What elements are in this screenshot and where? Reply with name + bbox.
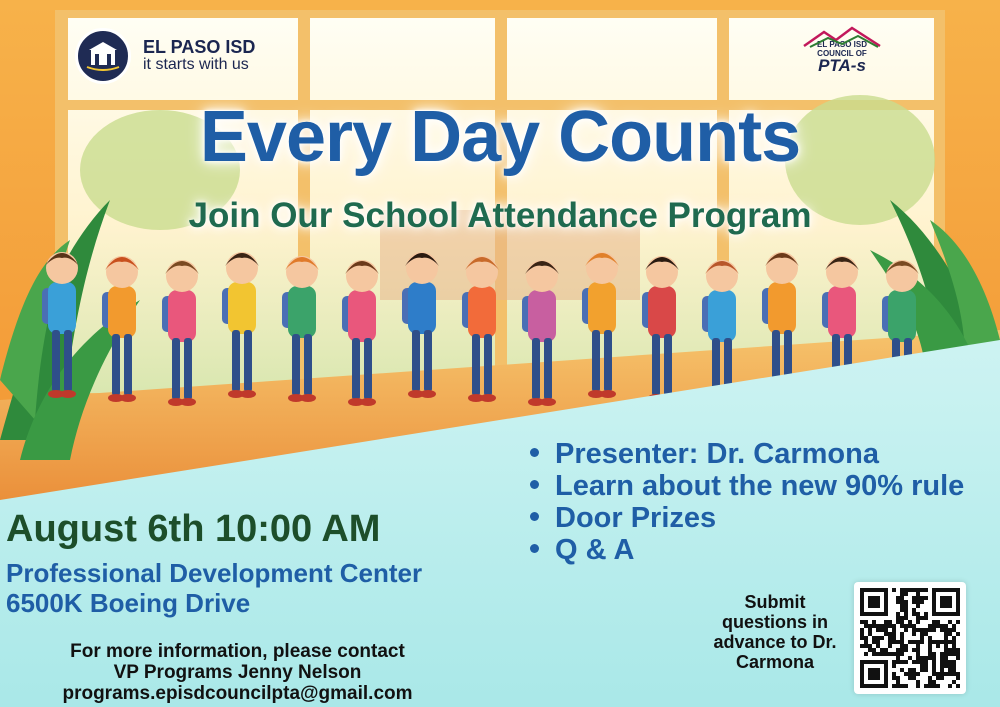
bullet-icon bbox=[530, 512, 539, 521]
child-figure bbox=[102, 256, 139, 402]
flyer-subtitle: Join Our School Attendance Program bbox=[188, 196, 812, 235]
bullet-icon bbox=[530, 544, 539, 553]
details-list bbox=[530, 438, 964, 566]
bullet-text: Learn about the new 90% rule bbox=[555, 470, 965, 502]
school-emblem-icon bbox=[75, 28, 131, 84]
pta-council-line2: COUNCIL OF bbox=[817, 49, 867, 58]
flyer-title: Every Day Counts bbox=[199, 97, 801, 177]
child-figure bbox=[522, 260, 559, 406]
venue-address: 6500K Boeing Drive bbox=[6, 588, 251, 618]
child-figure bbox=[282, 256, 319, 402]
district-tagline: it starts with us bbox=[143, 56, 249, 74]
pta-council-line1: EL PASO ISD bbox=[817, 40, 867, 49]
bullet-icon bbox=[530, 480, 539, 489]
child-figure bbox=[42, 252, 79, 398]
child-figure bbox=[402, 252, 439, 398]
contact-intro: For more information, please contact bbox=[70, 641, 405, 662]
bullet-text: Presenter: Dr. Carmona bbox=[555, 438, 879, 470]
contact-email[interactable]: programs.episdcouncilpta@gmail.com bbox=[62, 683, 413, 704]
event-date-time: August 6th 10:00 AM bbox=[6, 508, 381, 550]
child-figure bbox=[162, 260, 199, 406]
child-figure bbox=[342, 260, 379, 406]
contact-person: VP Programs Jenny Nelson bbox=[113, 662, 362, 683]
list-item bbox=[530, 438, 964, 470]
bullet-text: Q & A bbox=[555, 534, 635, 566]
bullet-icon bbox=[530, 448, 539, 457]
submit-questions-note: Submit questions in advance to Dr. Carmona bbox=[713, 592, 837, 672]
district-name: EL PASO ISD bbox=[143, 37, 256, 58]
list-item bbox=[530, 502, 964, 534]
venue-name: Professional Development Center bbox=[6, 558, 423, 588]
pta-council-name: PTA-s bbox=[818, 56, 866, 75]
child-figure bbox=[462, 256, 499, 402]
list-item bbox=[530, 534, 964, 566]
el-paso-isd-logo bbox=[75, 28, 255, 84]
child-figure bbox=[582, 252, 619, 398]
bullet-text: Door Prizes bbox=[555, 502, 717, 534]
mountain-icon bbox=[802, 26, 882, 48]
child-figure bbox=[222, 252, 259, 398]
child-figure bbox=[642, 256, 679, 402]
pta-council-logo bbox=[802, 26, 882, 76]
list-item bbox=[530, 470, 964, 502]
qr-code-icon[interactable] bbox=[854, 582, 966, 694]
